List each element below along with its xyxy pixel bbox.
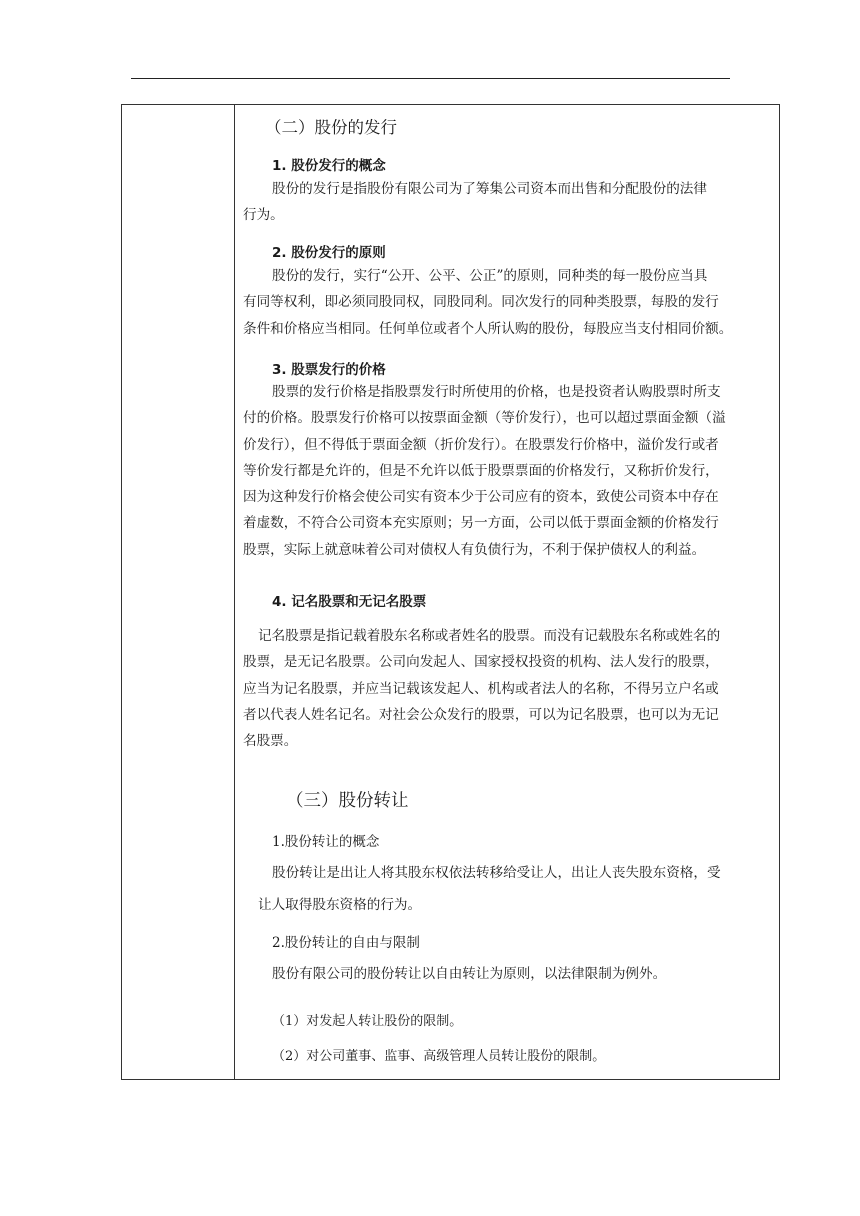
section-3-2-intro: 股份有限公司的股份转让以自由转让为原则，以法律限制为例外。 [272, 966, 667, 982]
paragraph-line: 名股票。 [243, 733, 298, 750]
paragraph-line: 付的价格。股票发行价格可以按票面金额（等价发行），也可以超过票面金额（溢 [243, 410, 726, 427]
paragraph-line: 行为。 [243, 207, 284, 224]
paragraph-line: 股份转让是出让人将其股东权依法转移给受让人，出让人丧失股东资格，受 [272, 865, 721, 881]
section-3-1-heading: 1.股份转让的概念 [272, 834, 380, 850]
section-3-2-item-1: （1）对发起人转让股份的限制。 [272, 1014, 463, 1029]
section-2-4-paragraph [243, 623, 720, 754]
section-3-2-item-2: （2）对公司董事、监事、高级管理人员转让股份的限制。 [272, 1049, 606, 1064]
paragraph-line: 价发行），但不得低于票面金额（折价发行）。在股票发行价格中，溢价发行或者 [243, 436, 719, 453]
paragraph-line: 股票的发行价格是指股票发行时所使用的价格，也是投资者认购股票时所支 [272, 384, 721, 400]
paragraph-line: 股票，是无记名股票。公司向发起人、国家授权投资的机构、法人发行的股票， [243, 654, 719, 671]
paragraph-line: 记名股票是指记载着股东名称或者姓名的股票。而没有记载股东名称或姓名的 [258, 628, 721, 644]
paragraph-line: 等价发行都是允许的，但是不允许以低于股票票面的价格发行，又称折价发行， [243, 462, 719, 479]
section-2-2-paragraph [243, 263, 732, 342]
paragraph-line: 条件和价格应当相同。任何单位或者个人所认购的股份，每股应当支付相同价额。 [243, 320, 733, 337]
page-header-rule [131, 78, 730, 79]
section-2-3-paragraph [243, 379, 726, 563]
paragraph-line: 让人取得股东资格的行为。 [258, 897, 422, 913]
paragraph-line: 股份的发行，实行“公开、公平、公正”的原则，同种类的每一股份应当具 [272, 268, 708, 284]
section-2-1-paragraph [243, 176, 707, 229]
section-3-2-heading: 2.股份转让的自由与限制 [272, 935, 420, 951]
section-2-title: （二）股份的发行 [265, 118, 397, 137]
paragraph-line: 者以代表人姓名记名。对社会公众发行的股票，可以为记名股票，也可以为无记 [243, 706, 719, 723]
paragraph-line: 因为这种发行价格会使公司实有资本少于公司应有的资本，致使公司资本中存在 [243, 489, 719, 506]
section-3-1-paragraph [243, 857, 721, 921]
content-cell [235, 105, 779, 1079]
paragraph-line: 应当为记名股票，并应当记载该发起人、机构或者法人的名称，不得另立户名或 [243, 680, 719, 697]
paragraph-line: 股票，实际上就意味着公司对债权人有负债行为，不利于保护债权人的利益。 [243, 541, 706, 558]
section-2-1-heading: 1. 股份发行的概念 [272, 158, 386, 174]
paragraph-line: 着虚数，不符合公司资本充实原则；另一方面，公司以低于票面金额的价格发行 [243, 515, 719, 532]
section-2-2-heading: 2. 股份发行的原则 [272, 245, 386, 261]
section-3-title: （三）股份转让 [286, 791, 409, 811]
section-2-4-heading: 4. 记名股票和无记名股票 [272, 594, 427, 610]
content-table [121, 104, 780, 1080]
paragraph-line: 有同等权利，即必须同股同权，同股同利。同次发行的同种类股票，每股的发行 [243, 294, 719, 311]
paragraph-line: 股份的发行是指股份有限公司为了筹集公司资本而出售和分配股份的法律 [272, 181, 707, 197]
section-2-3-heading: 3. 股票发行的价格 [272, 362, 386, 378]
